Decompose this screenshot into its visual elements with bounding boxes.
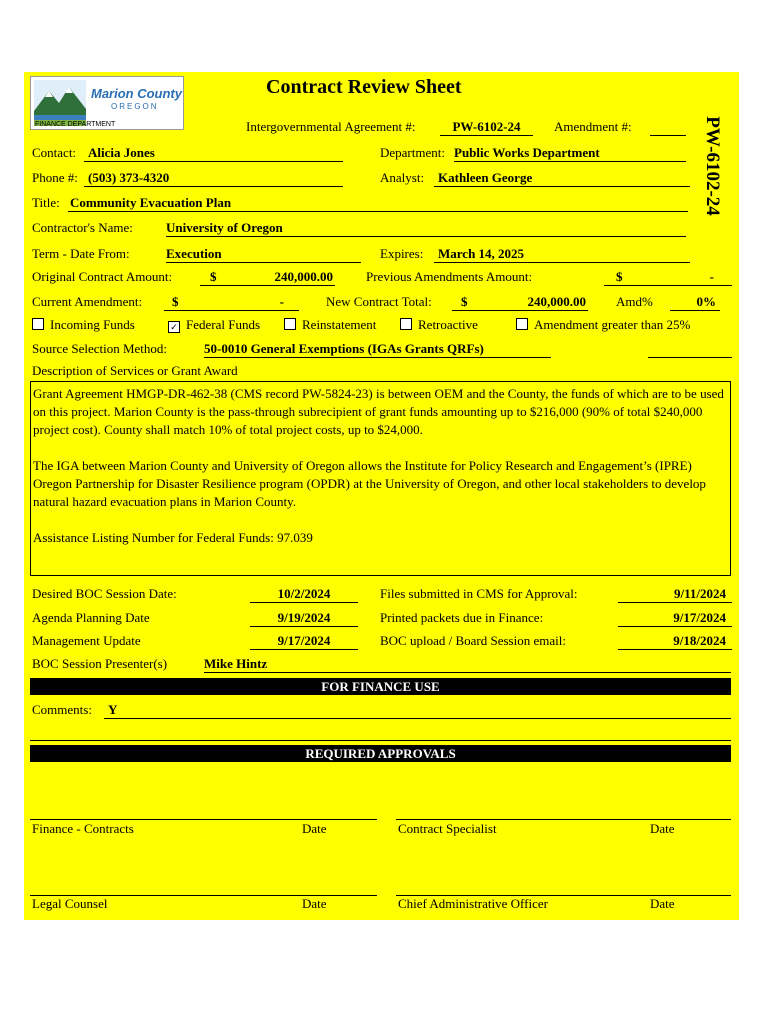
analyst-value: Kathleen George xyxy=(434,170,690,187)
original-amount-value: 240,000.00 xyxy=(274,269,333,284)
management-update-value: 9/17/2024 xyxy=(250,633,358,650)
comments-value: Y xyxy=(104,702,731,719)
side-id: PW-6102-24 xyxy=(702,116,723,216)
department-value: Public Works Department xyxy=(454,145,686,162)
cao-label: Chief Administrative Officer xyxy=(398,896,548,911)
finance-contracts-label: Finance - Contracts xyxy=(32,821,134,836)
previous-amount-label: Previous Amendments Amount: xyxy=(366,269,533,284)
original-amount-label: Original Contract Amount: xyxy=(32,269,173,284)
new-total-currency: $ xyxy=(461,294,468,309)
current-amendment-value: - xyxy=(279,294,284,309)
printed-packets-value: 9/17/2024 xyxy=(618,610,732,627)
expires-label: Expires: xyxy=(380,246,424,261)
signature-line-specialist xyxy=(396,803,731,820)
source-selection-value: 50-0010 General Exemptions (IGAs Grants QRFs) xyxy=(204,341,551,358)
expires-value: March 14, 2025 xyxy=(434,246,690,263)
contract-specialist-label: Contract Specialist xyxy=(398,821,497,836)
source-selection-extra xyxy=(648,341,732,358)
legal-counsel-label: Legal Counsel xyxy=(32,896,108,911)
incoming-funds-box[interactable] xyxy=(32,318,44,330)
page-title: Contract Review Sheet xyxy=(266,76,462,98)
logo-state: OREGON xyxy=(111,102,159,111)
amendment-label: Amendment #: xyxy=(554,119,632,134)
previous-amount-value: - xyxy=(709,269,714,284)
logo-name: Marion County xyxy=(91,86,182,101)
boc-upload-value: 9/18/2024 xyxy=(618,633,732,650)
presenter-value: Mike Hintz xyxy=(204,656,731,673)
phone-value: (503) 373-4320 xyxy=(84,170,343,187)
checkbox-federal-funds[interactable] xyxy=(168,317,260,333)
previous-currency: $ xyxy=(616,269,623,284)
contract-specialist-date-label: Date xyxy=(650,821,675,836)
printed-packets-label: Printed packets due in Finance: xyxy=(380,610,544,625)
contact-value: Alicia Jones xyxy=(84,145,343,162)
amendment-over-25-box[interactable] xyxy=(516,318,528,330)
agreement-label: Intergovernmental Agreement #: xyxy=(246,119,416,134)
checkbox-reinstatement[interactable] xyxy=(284,317,376,333)
legal-counsel-date-label: Date xyxy=(302,896,327,911)
amendment-over-25-label: Amendment greater than 25% xyxy=(534,317,691,332)
logo-dept: FINANCE DEPARTMENT xyxy=(35,121,116,128)
term-from-value: Execution xyxy=(166,246,361,263)
source-selection-label: Source Selection Method: xyxy=(32,341,168,356)
checkbox-incoming-funds[interactable] xyxy=(32,317,135,333)
analyst-label: Analyst: xyxy=(380,170,425,185)
signature-line-cao xyxy=(396,879,731,896)
boc-session-label: Desired BOC Session Date: xyxy=(32,586,177,601)
contractor-label: Contractor's Name: xyxy=(32,220,133,235)
new-total-value: 240,000.00 xyxy=(527,294,586,309)
retroactive-label: Retroactive xyxy=(418,317,478,332)
description-paragraph-2: The IGA between Marion County and University of Oregon allows the Institute for Policy Research and Engagement’s (IPRE) Oregon Partnership for Disaster Resilience program (OPDR) at the University of Oregon, and other local stakeholders to develop natural hazard evacuation plans in Marion County. xyxy=(33,458,706,509)
contractor-value: University of Oregon xyxy=(166,220,686,237)
agenda-planning-label: Agenda Planning Date xyxy=(32,610,150,625)
current-currency: $ xyxy=(172,294,179,309)
description-box xyxy=(30,381,731,576)
title-value: Community Evacuation Plan xyxy=(68,195,688,212)
federal-funds-box[interactable]: ✓ xyxy=(168,321,180,333)
files-submitted-value: 9/11/2024 xyxy=(618,586,732,603)
contact-label: Contact: xyxy=(32,145,77,160)
signature-line-finance xyxy=(30,803,377,820)
cao-date-label: Date xyxy=(650,896,675,911)
description-paragraph-3: Assistance Listing Number for Federal Funds: 97.039 xyxy=(33,530,313,545)
contract-review-sheet xyxy=(24,72,739,920)
reinstatement-label: Reinstatement xyxy=(302,317,377,332)
presenter-label: BOC Session Presenter(s) xyxy=(32,656,168,671)
reinstatement-box[interactable] xyxy=(284,318,296,330)
new-total-label: New Contract Total: xyxy=(326,294,432,309)
finance-contracts-date-label: Date xyxy=(302,821,327,836)
current-amendment-label: Current Amendment: xyxy=(32,294,143,309)
title-label: Title: xyxy=(32,195,60,210)
term-label: Term - Date From: xyxy=(32,246,130,261)
federal-funds-label: Federal Funds xyxy=(186,317,261,332)
agenda-planning-value: 9/19/2024 xyxy=(250,610,358,627)
marion-county-logo xyxy=(30,76,184,130)
amd-percent-label: Amd% xyxy=(616,294,653,309)
files-submitted-label: Files submitted in CMS for Approval: xyxy=(380,586,578,601)
required-approvals-bar: REQUIRED APPROVALS xyxy=(30,745,731,762)
finance-use-bar: FOR FINANCE USE xyxy=(30,678,731,695)
boc-upload-label: BOC upload / Board Session email: xyxy=(380,633,566,648)
signature-line-legal xyxy=(30,879,377,896)
amendment-value xyxy=(650,119,686,136)
comments-label: Comments: xyxy=(32,702,92,717)
original-currency: $ xyxy=(210,269,217,284)
management-update-label: Management Update xyxy=(32,633,141,648)
boc-session-value: 10/2/2024 xyxy=(250,586,358,603)
comments-line-2 xyxy=(30,724,731,741)
amd-percent-value: 0% xyxy=(670,294,720,311)
department-label: Department: xyxy=(380,145,445,160)
phone-label: Phone #: xyxy=(32,170,78,185)
checkbox-amendment-over-25[interactable] xyxy=(516,317,690,333)
description-paragraph-1: Grant Agreement HMGP-DR-462-38 (CMS record PW-5824-23) is between OEM and the County, the funds of which are to be used on this project. Marion County is the pass-through subrecipient of grant funds amounting up to $216,000 (90% of total $240,000 project cost). County shall match 10% of total project costs, up to $24,000. xyxy=(33,386,724,437)
checkbox-retroactive[interactable] xyxy=(400,317,478,333)
retroactive-box[interactable] xyxy=(400,318,412,330)
description-label: Description of Services or Grant Award xyxy=(32,363,238,378)
agreement-value: PW-6102-24 xyxy=(440,119,533,136)
incoming-funds-label: Incoming Funds xyxy=(50,317,135,332)
